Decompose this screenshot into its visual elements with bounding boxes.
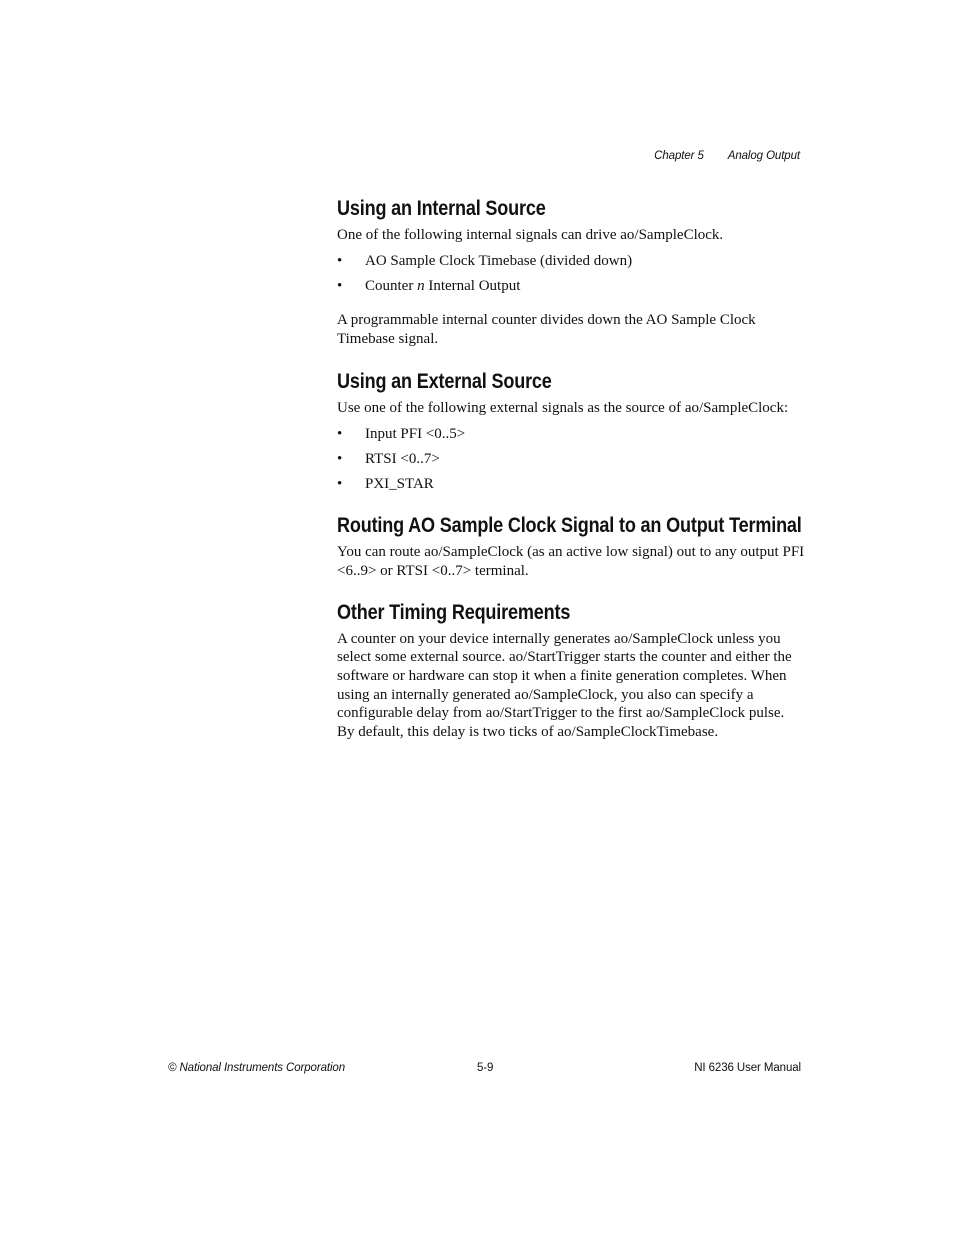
section-intro: Use one of the following external signals as the source of ao/SampleClock: (337, 399, 789, 416)
section-intro: One of the following internal signals can drive ao/SampleClock. (337, 227, 724, 243)
section-routing (337, 513, 805, 580)
list-item: • PXI_STAR (337, 475, 805, 494)
list-item: • AO Sample Clock Timebase (divided down) (337, 252, 805, 271)
chapter-label: Chapter 5 (654, 150, 704, 162)
italic-variable: n (417, 277, 425, 294)
section-heading: Routing AO Sample Clock Signal to an Output Terminal (337, 514, 802, 538)
page-number: 5-9 (477, 1062, 494, 1074)
bullet-list (337, 252, 805, 296)
section-other-timing (337, 600, 805, 742)
paragraph: A counter on your device internally generates ao/SampleClock unless you select some external source. ao/StartTrigger starts the counter and either the software or hardware can stop it when a finite generation completes. When using an internally generated ao/SampleClock, you also can specify a configurable delay from ao/StartTrigger to the first ao/SampleClock pulse. By default, this delay is two ticks of ao/SampleClockTimebase. (337, 630, 792, 741)
paragraph: You can route ao/SampleClock (as an active low signal) out to any output PFI <6..9> or RTSI <0..7> terminal. (337, 544, 805, 579)
list-item: • RTSI <0..7> (337, 450, 805, 469)
paragraph: A programmable internal counter divides down the AO Sample Clock Timebase signal. (337, 312, 756, 348)
section-heading: Using an Internal Source (337, 197, 546, 220)
running-header (654, 150, 800, 162)
list-item: • Input PFI <0..5> (337, 425, 805, 444)
page-content (337, 196, 805, 742)
bullet-list (337, 425, 805, 494)
footer-copyright: © National Instruments Corporation (168, 1062, 346, 1074)
list-item (337, 277, 805, 296)
list-item-text: Internal Output (424, 277, 521, 294)
section-heading: Other Timing Requirements (337, 600, 571, 624)
section-internal-source (337, 196, 805, 349)
section-external-source (337, 369, 805, 493)
chapter-title: Analog Output (727, 150, 800, 162)
list-item-text: Counter (365, 277, 418, 294)
manual-title: NI 6236 User Manual (694, 1062, 801, 1074)
section-heading: Using an External Source (337, 369, 552, 393)
